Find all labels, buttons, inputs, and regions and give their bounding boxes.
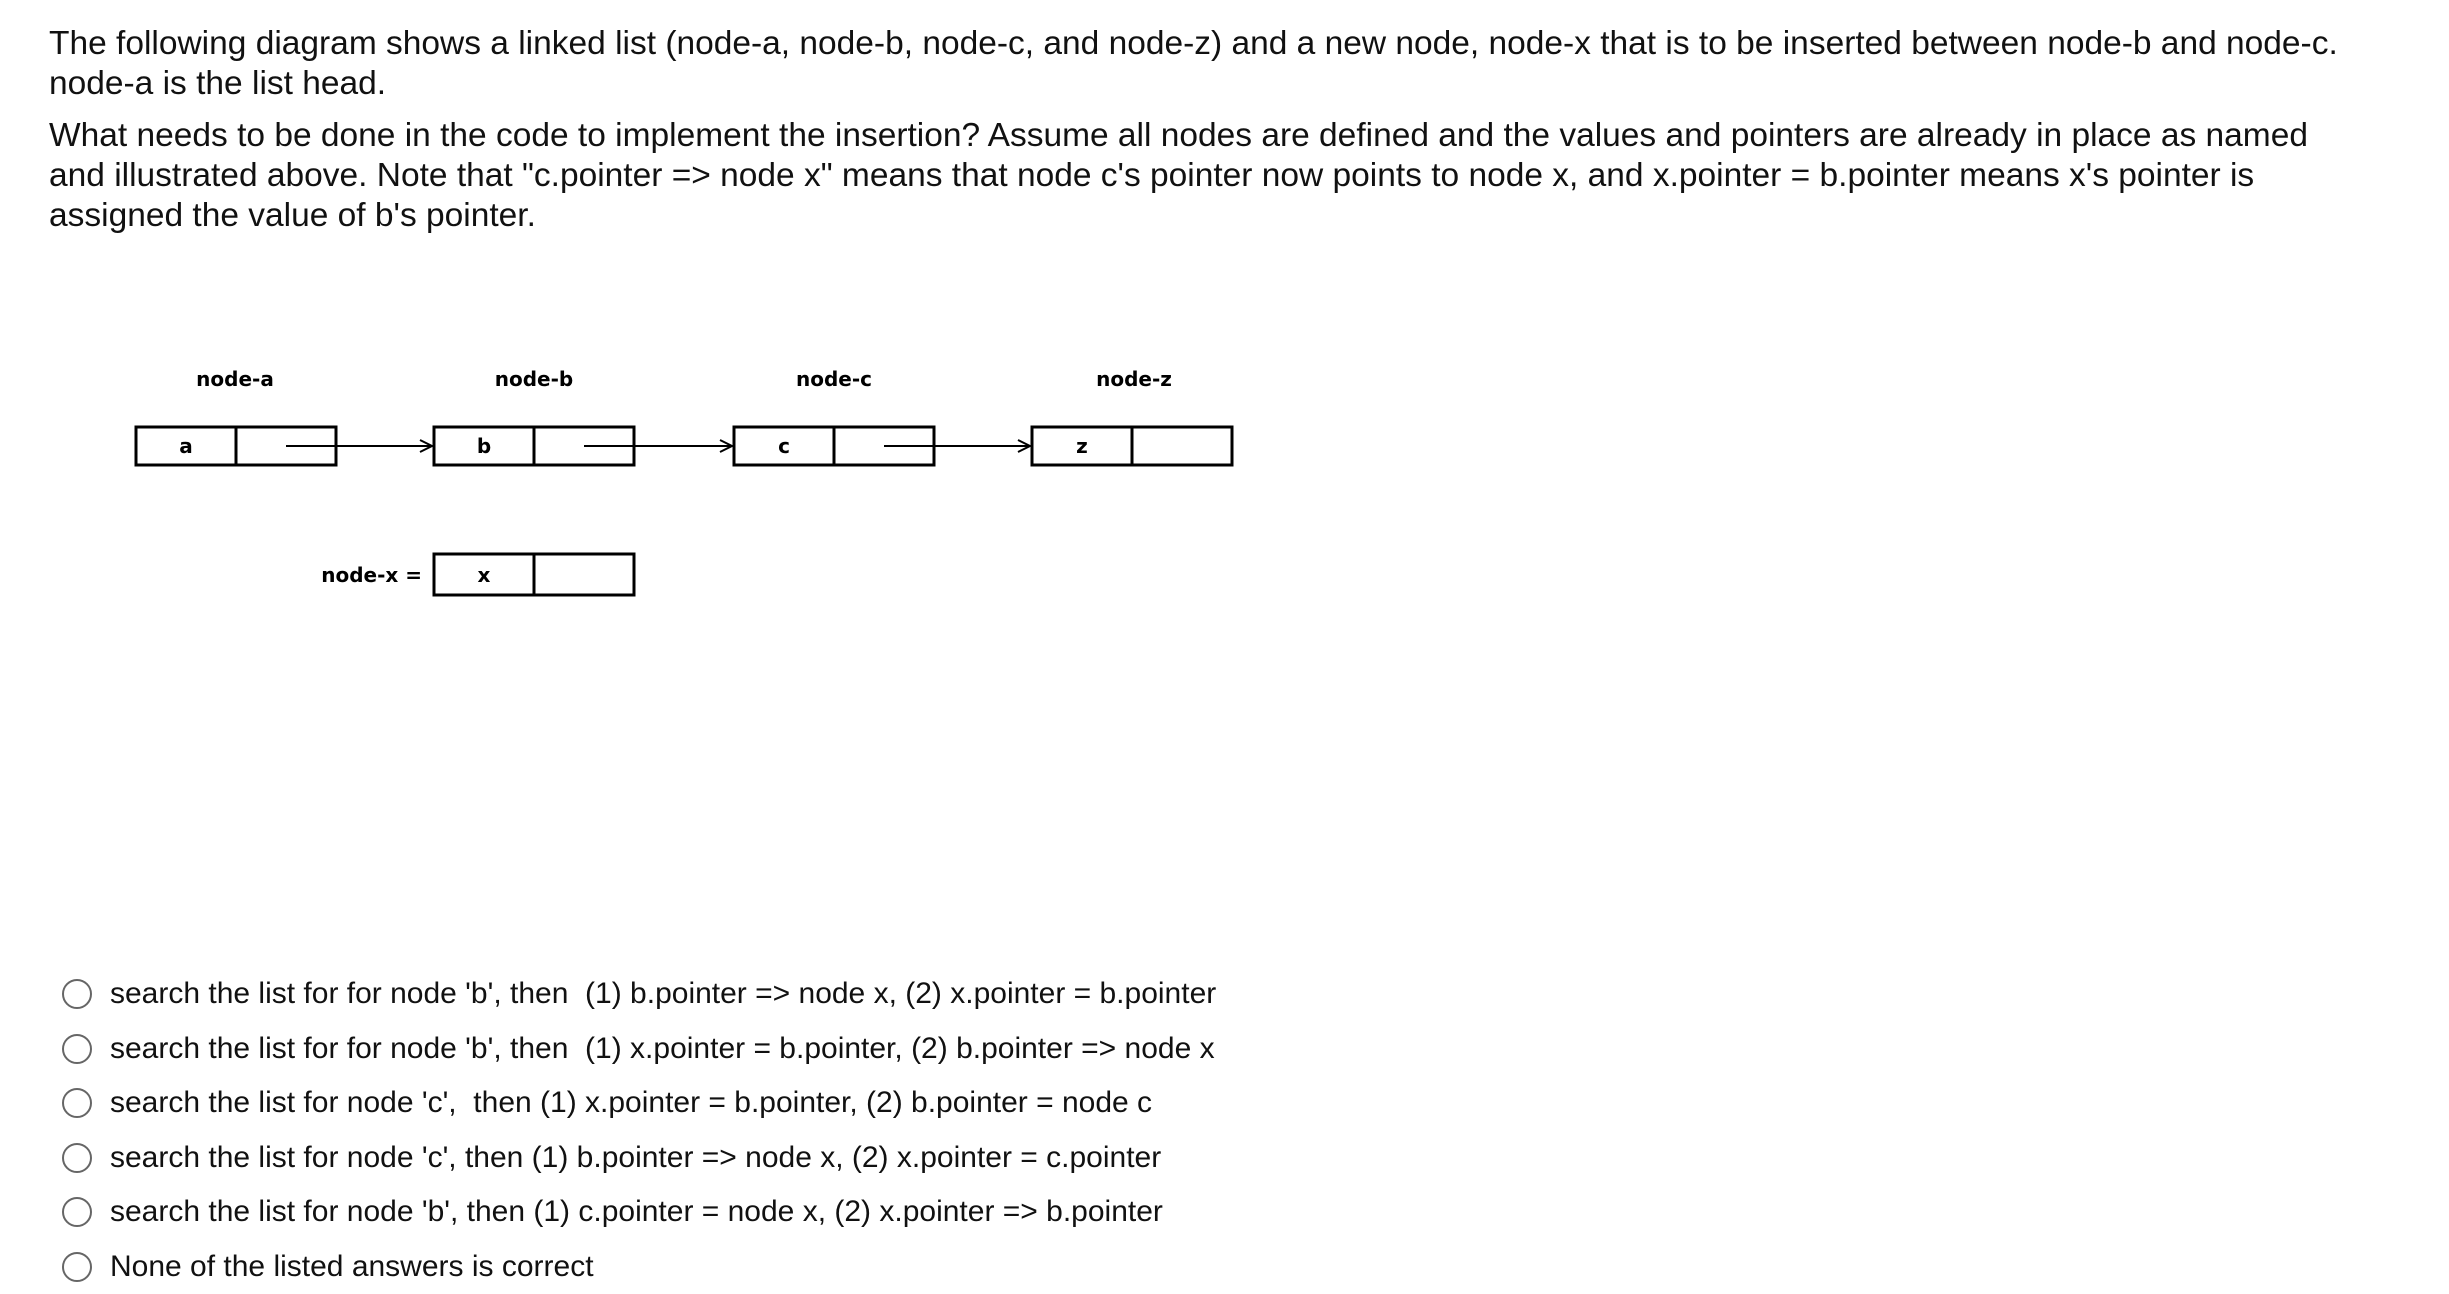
option-6[interactable] — [62, 1240, 1216, 1294]
node-x-label: node-x = — [321, 563, 422, 587]
node-c-value: c — [778, 434, 790, 458]
node-z — [1032, 367, 1232, 465]
node-x-pointer-cell — [534, 554, 634, 595]
radio-button[interactable] — [62, 1088, 92, 1118]
option-5[interactable] — [62, 1185, 1216, 1240]
radio-button[interactable] — [62, 1252, 92, 1282]
node-b-label: node-b — [495, 367, 573, 391]
option-label: search the list for node 'c', then (1) b.pointer => node x, (2) x.pointer = c.pointer — [110, 1141, 1161, 1175]
option-1[interactable] — [62, 967, 1216, 1022]
option-4[interactable] — [62, 1131, 1216, 1186]
node-x — [321, 554, 634, 595]
node-z-pointer-cell — [1132, 427, 1232, 465]
node-z-value: z — [1076, 434, 1088, 458]
question-intro: The following diagram shows a linked list (node-a, node-b, node-c, and node-z) and a new node, node-x that is to be inserted between node-b and node-c. node-a is the list head. — [49, 24, 2349, 104]
node-b-value: b — [477, 434, 491, 458]
radio-button[interactable] — [62, 1197, 92, 1227]
option-label: search the list for node 'c', then (1) x.pointer = b.pointer, (2) b.pointer = node c — [110, 1086, 1152, 1120]
node-a-label: node-a — [196, 367, 274, 391]
question-prompt: What needs to be done in the code to implement the insertion? Assume all nodes are defined and the values and pointers are already in place as named and illustrated above. Note that "c.pointer => node x" means that node c's pointer now points to node x, and x.pointer = b.pointer means x's pointer is assigned the value of b's pointer. — [49, 116, 2349, 236]
option-label: None of the listed answers is correct — [110, 1250, 594, 1284]
radio-button[interactable] — [62, 979, 92, 1009]
answer-options — [62, 967, 1216, 1294]
option-label: search the list for for node 'b', then (1) b.pointer => node x, (2) x.pointer = b.pointer — [110, 977, 1216, 1011]
node-z-label: node-z — [1096, 367, 1172, 391]
node-a — [136, 367, 336, 465]
radio-button[interactable] — [62, 1143, 92, 1173]
node-x-value: x — [478, 563, 491, 587]
node-a-value: a — [179, 434, 193, 458]
option-3[interactable] — [62, 1076, 1216, 1131]
option-2[interactable] — [62, 1022, 1216, 1077]
radio-button[interactable] — [62, 1034, 92, 1064]
node-b — [434, 367, 634, 465]
option-label: search the list for node 'b', then (1) c.pointer = node x, (2) x.pointer => b.pointer — [110, 1195, 1163, 1229]
node-c-label: node-c — [796, 367, 872, 391]
option-label: search the list for for node 'b', then (1) x.pointer = b.pointer, (2) b.pointer => node x — [110, 1032, 1215, 1066]
node-c — [734, 367, 934, 465]
